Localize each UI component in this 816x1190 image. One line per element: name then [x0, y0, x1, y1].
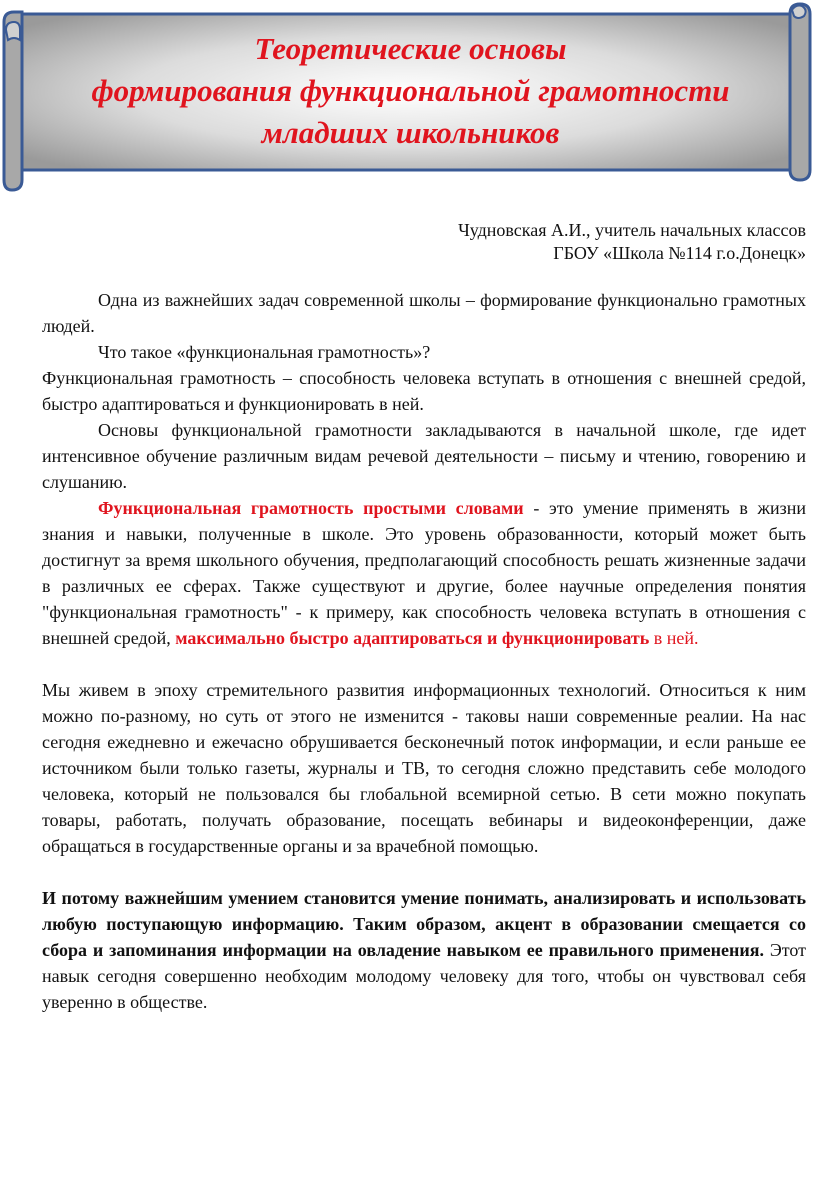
paragraph-5 [42, 495, 806, 651]
page-title [18, 28, 803, 154]
paragraph-3: Функциональная грамотность – способность человека вступать в отношения с внешней средой, быстро адаптироваться и функционировать в ней. [42, 368, 806, 414]
title-line-1: Теоретические основы [254, 31, 567, 66]
document-body [42, 287, 806, 1015]
paragraph-5-end: в ней. [649, 628, 699, 648]
paragraph-4: Основы функциональной грамотности закладываются в начальной школе, где идет интенсивное обучение различным видам речевой деятельности – письму и чтению, говорению и слушанию. [42, 420, 806, 492]
highlight-adapt: максимально быстро адаптироваться и функционировать [175, 628, 650, 648]
paragraph-2: Что такое «функциональная грамотность»? [98, 342, 431, 362]
paragraph-7-text: Этот навык сегодня совершенно необходим молодому человеку для того, чтобы он чувствовал себя уверенно в обществе. [42, 940, 807, 1012]
paragraph-1: Одна из важнейших задач современной школы – формирование функционально грамотных людей. [42, 290, 806, 336]
spacer [42, 859, 806, 885]
paragraph-7 [42, 885, 806, 1015]
author-block [458, 219, 806, 265]
title-line-3: младших школьников [261, 115, 560, 150]
author-name: Чудновская А.И., учитель начальных классов [458, 220, 806, 240]
spacer [42, 651, 806, 677]
author-school: ГБОУ «Школа №114 г.о.Донецк» [553, 243, 806, 263]
title-line-2: формирования функциональной грамотности [91, 73, 730, 108]
paragraph-5-text: - это умение применять в жизни знания и навыки, полученные в школе. Это уровень образованности, который может быть достигнут за время школьного обучения, предполагающий способность решать жизненные задачи в различных ее сферах. Также существуют и другие, более научные определения понятия "функциональная грамотность" - к примеру, как способность человека вступать в отношения с внешней средой, [42, 498, 806, 648]
title-scroll-banner [0, 0, 816, 195]
paragraph-7-bold: И потому важнейшим умением становится умение понимать, анализировать и использовать любую поступающую информацию. Таким образом, акцент в образовании смещается со сбора и запоминания информации на овладение навыком ее правильного применения. [42, 888, 806, 960]
paragraph-6: Мы живем в эпоху стремительного развития информационных технологий. Относиться к ним можно по-разному, но суть от этого не изменится - таковы наши современные реалии. На нас сегодня ежедневно и ежечасно обрушивается бесконечный поток информации, и если раньше ее источником были только газеты, журналы и ТВ, то сегодня сложно представить себе молодого человека, который не пользовался бы глобальной всемирной сетью. В сети можно покупать товары, работать, получать образование, посещать вебинары и видеоконференции, даже обращаться в государственные органы и за врачебной помощью. [42, 680, 806, 856]
highlight-definition: Функциональная грамотность простыми словами [98, 498, 524, 518]
